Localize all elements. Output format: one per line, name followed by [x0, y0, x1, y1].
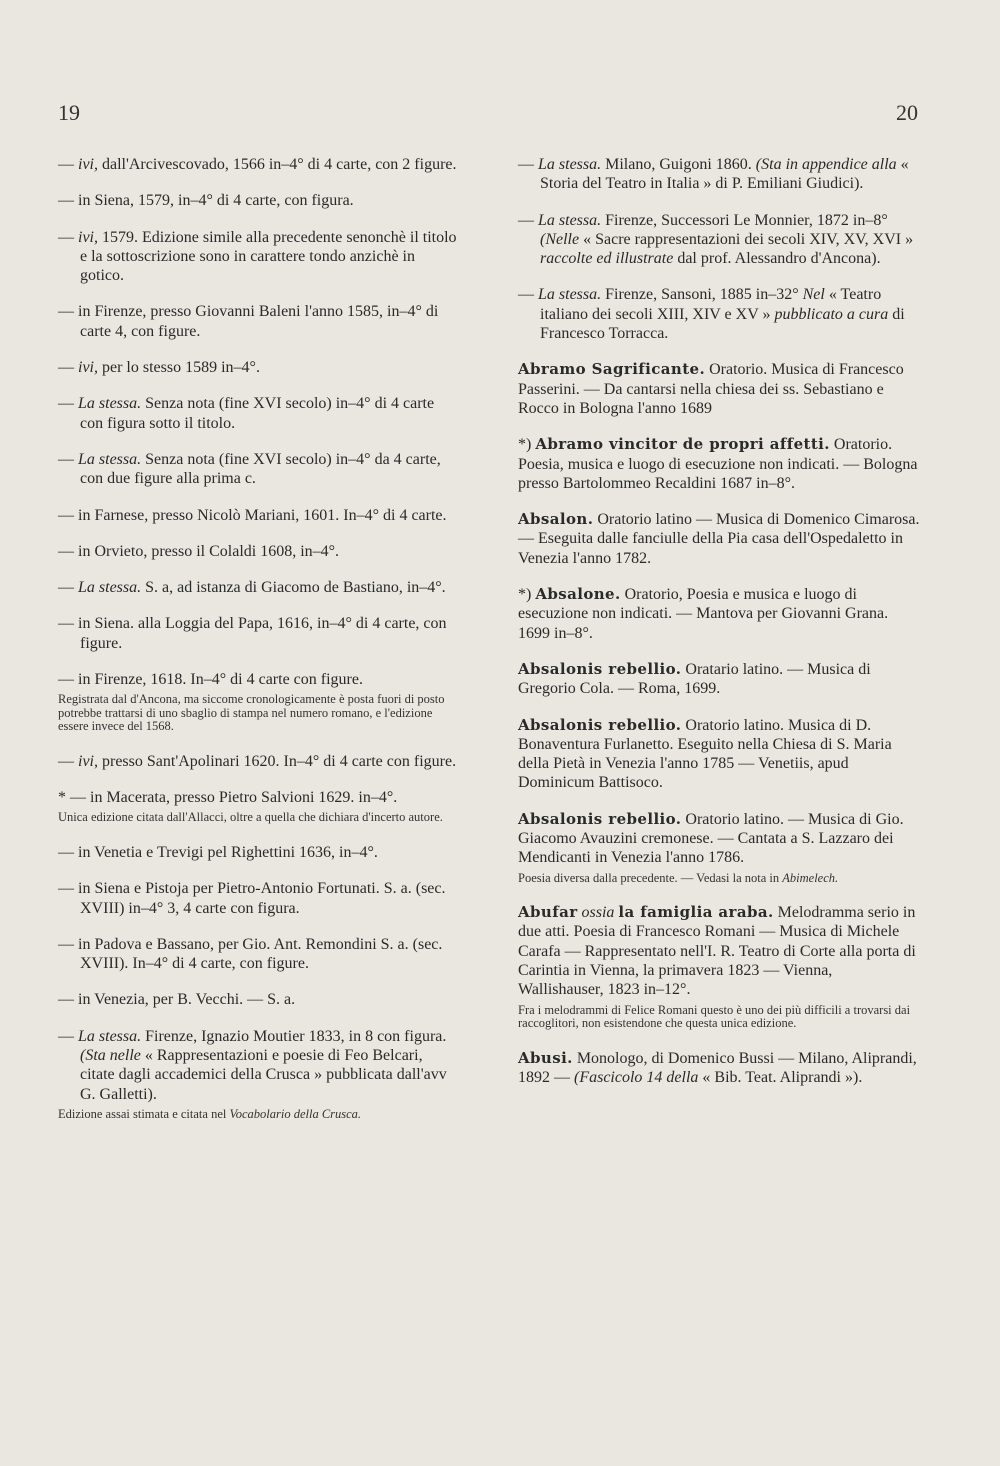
entry: — in Siena. alla Loggia del Papa, 1616, in–4° di 4 carte, con figure.	[58, 615, 447, 652]
footnote: Registrata dal d'Ancona, ma siccome cronologicamente è posta fuori di posto potrebbe trattarsi di uno sbaglio di stampa nel numero romano, e l'edizione essere invece del 1568.	[58, 692, 445, 734]
entry: — in Firenze, 1618. In–4° di 4 carte con figure.	[58, 671, 363, 689]
entry: — in Farnese, presso Nicolò Mariani, 1601. In–4° di 4 carte.	[58, 506, 447, 524]
entry: — La stessa. Senza nota (fine XVI secolo) in–4° da 4 carte, con due figure alla prima c.	[58, 450, 441, 488]
entry: *) Absalone. Oratorio, Poesia e musica e luogo di esecuzione non indicati. — Mantova per Giovanni Grana. 1699 in–8°.	[518, 585, 889, 642]
entry: Abufar ossia la famiglia araba. Melodramma serio in due atti. Poesia di Francesco Romani — Musica di Michele Carafa — Rappresentato nell'I. R. Teatro di Corte alla porta di Carintia in Vienna, la primavera 1823 — Vienna, Wallishauser, 1823 in–12°.	[518, 903, 916, 999]
entry: — La stessa. Milano, Guigoni 1860. (Sta in appendice alla « Storia del Teatro in Italia » di P. Emiliani Giudici).	[518, 156, 909, 193]
entry: — La stessa. Firenze, Sansoni, 1885 in–32° Nel « Teatro italiano dei secoli XIII, XIV e XV » pubblicato a cura di Francesco Torracca.	[518, 286, 905, 343]
entry: Absalonis rebellio. Oratario latino. — Musica di Gregorio Cola. — Roma, 1699.	[518, 659, 871, 698]
entry: Absalonis rebellio. Oratorio latino. Musica di D. Bonaventura Furlanetto. Eseguito nella Chiesa di S. Maria della Pietà in Venezia l'anno 1785 — Venetiis, apud Dominicum Battisoco.	[518, 715, 892, 792]
right-column	[518, 155, 920, 1104]
footnote: Poesia diversa dalla precedente. — Vedasi la nota in Abimelech.	[518, 870, 839, 885]
entry: — in Siena e Pistoja per Pietro-Antonio Fortunati. S. a. (sec. XVIII) in–4° 3, 4 carte con figura.	[58, 880, 446, 917]
entry: Absalonis rebellio. Oratorio latino. — Musica di Gio. Giacomo Avauzini cremonese. — Cantata a S. Lazzaro dei Mendicanti in Venezia l'anno 1786.	[518, 809, 904, 867]
entry: — ivi, per lo stesso 1589 in–4°.	[58, 359, 260, 377]
entry: — in Padova e Bassano, per Gio. Ant. Remondini S. a. (sec. XVIII). In–4° di 4 carte, con figure.	[58, 935, 443, 973]
entry: — in Siena, 1579, in–4° di 4 carte, con figura.	[58, 192, 354, 210]
entry: — ivi, 1579. Edizione simile alla precedente senonchè il titolo e la sottoscrizione sono in carattere tondo anzichè in gotico.	[58, 228, 457, 285]
entry: — in Orvieto, presso il Colaldi 1608, in–4°.	[58, 542, 340, 560]
entry: — in Venetia e Trevigi pel Righettini 1636, in–4°.	[58, 843, 378, 861]
footnote: Edizione assai stimata e citata nel Vocabolario della Crusca.	[58, 1106, 362, 1121]
entry: Abramo Sagrificante. Oratorio. Musica di Francesco Passerini. — Da cantarsi nella chiesa dei ss. Sebastiano e Rocco in Bologna l'anno 1689	[518, 360, 904, 417]
footnote: Unica edizione citata dall'Allacci, oltre a quella che dichiara d'incerto autore.	[58, 810, 443, 825]
footnote: Fra i melodrammi di Felice Romani questo è uno dei più difficili a trovarsi dai raccoglitori, non esistendone che questa unica edizione.	[518, 1002, 911, 1031]
entry: — ivi, presso Sant'Apolinari 1620. In–4° di 4 carte con figure.	[58, 752, 457, 770]
entry: * — in Macerata, presso Pietro Salvioni 1629. in–4°.	[58, 789, 398, 807]
entry: — La stessa. Senza nota (fine XVI secolo) in–4° di 4 carte con figura sotto il titolo.	[58, 395, 435, 432]
entry: — La stessa. S. a, ad istanza di Giacomo de Bastiano, in–4°.	[58, 579, 446, 597]
entry: Abusi. Monologo, di Domenico Bussi — Milano, Aliprandi, 1892 — (Fascicolo 14 della « Bib. Teat. Aliprandi »).	[518, 1048, 917, 1086]
entry: — in Venezia, per B. Vecchi. — S. a.	[58, 991, 296, 1009]
page-number-left: 19	[58, 100, 80, 125]
entry: — in Firenze, presso Giovanni Baleni l'anno 1585, in–4° di carte 4, con figure.	[58, 303, 439, 340]
page-number-right: 20	[896, 100, 918, 125]
entry: — ivi, dall'Arcivescovado, 1566 in–4° di 4 carte, con 2 figure.	[58, 156, 457, 173]
entry: *) Abramo vincitor de propri affetti. Oratorio. Poesia, musica e luogo di esecuzione non indicati. — Bologna presso Bartolommeo Recaldini 1687 in–8°.	[518, 435, 918, 492]
entry: — La stessa. Firenze, Successori Le Monnier, 1872 in–8° (Nelle « Sacre rappresentazioni dei secoli XIV, XV, XVI » raccolte ed illustrate dal prof. Alessandro d'Ancona).	[518, 211, 914, 268]
entry: Absalon. Oratorio latino — Musica di Domenico Cimarosa. — Eseguita dalle fanciulle della Pia casa dell'Ospedaletto in Venezia l'anno 1782.	[518, 510, 920, 567]
entry: — La stessa. Firenze, Ignazio Moutier 1833, in 8 con figura. (Sta nelle « Rappresentazioni e poesie di Feo Belcari, citate dagli accademici della Crusca » pubblicata dall'avv G. Galletti).	[58, 1027, 447, 1103]
left-column	[58, 155, 460, 1139]
